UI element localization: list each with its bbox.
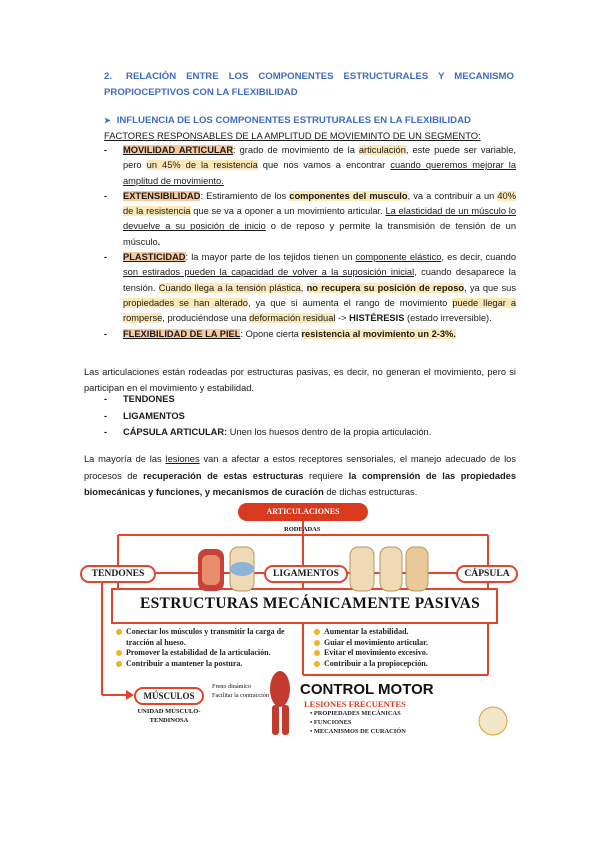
knee-illustration-2 bbox=[230, 547, 254, 591]
text: La mayoría de las bbox=[84, 454, 166, 464]
text-hl: 40% de la resistencia bbox=[123, 190, 516, 217]
section-heading-text: RELACIÓN ENTRE LOS COMPONENTES ESTRUCTURALES Y MECANISMO PROPIOCEPTIVOS CON LA FLEXIBILIDAD bbox=[104, 71, 514, 98]
text: , cuando desaparece la tensión. bbox=[123, 267, 517, 293]
articulaciones-pill: ARTICULACIONES bbox=[238, 503, 368, 521]
text: , es decir, cuando bbox=[441, 252, 517, 263]
text: que nos vamos a encontrar bbox=[257, 160, 391, 171]
text: Aumentar la estabilidad. bbox=[324, 627, 409, 636]
list-item bbox=[116, 659, 286, 670]
factor-extensibilidad: - EXTENSIBILIDAD: Estiramiento de los componentes del musculo, va a contribuir a un 40% de la resistencia que se va a oponer a un movimiento articular. La elasticidad de un músculo lo devuelve a su posición de inicio o de reposo y permite la transmisión de tensión de un músculo. bbox=[104, 190, 516, 247]
text: requiere bbox=[303, 470, 349, 481]
text: recuperación de estas estructuras bbox=[143, 470, 304, 481]
text-hl: deformación residual bbox=[249, 313, 336, 324]
diagram-title: ESTRUCTURAS MECÁNICAMENTE PASIVAS bbox=[140, 595, 481, 612]
passive-structures-list bbox=[104, 391, 514, 441]
text: , bbox=[300, 282, 307, 293]
text-u: La elasticidad de un músculo lo devuelve a su posición de inicio bbox=[123, 206, 516, 232]
right-bullet-list bbox=[314, 627, 484, 669]
text-hl: no recupera su posición de reposo bbox=[306, 282, 465, 293]
control-motor-title: CONTROL MOTOR bbox=[300, 681, 434, 698]
text: Contribuir a mantener la postura. bbox=[126, 658, 243, 668]
list-item bbox=[314, 627, 484, 638]
text: : la mayor parte de los tejidos tienen un bbox=[185, 252, 356, 263]
list-item bbox=[314, 638, 484, 649]
text-hl: componentes del musculo bbox=[289, 190, 408, 201]
text: : Estiramiento de los bbox=[200, 190, 290, 201]
paragraph-lesiones bbox=[84, 451, 516, 501]
diagram-lines bbox=[88, 499, 518, 742]
list-item: • MECANISMOS DE CURACIÓN bbox=[310, 727, 406, 735]
list-item bbox=[116, 648, 286, 659]
list-item: - TENDONES bbox=[104, 394, 175, 404]
text-hl: articulación bbox=[358, 145, 406, 155]
muscle-figure-illustration bbox=[270, 671, 290, 735]
list-item: - LIGAMENTOS bbox=[104, 410, 185, 421]
text: la comprensión de las propiedades biomecánicas y funciones, y mecanismos de curación bbox=[84, 470, 517, 497]
text: Unen los huesos dentro de la propia articulación. bbox=[227, 427, 432, 437]
text: , ya que sus bbox=[464, 282, 516, 293]
list-item: • PROPIEDADES MECÁNICAS bbox=[310, 710, 401, 717]
text: PROPIEDADES MECÁNICAS bbox=[313, 710, 401, 717]
lesiones-title: LESIONES FRECUENTES bbox=[304, 699, 406, 709]
text: , va a contribuir a un bbox=[407, 190, 498, 201]
text-u: cuando queremos mejorar la amplitud de movimiento. bbox=[123, 160, 517, 186]
text: de dichas estructuras. bbox=[323, 487, 418, 497]
list-item bbox=[314, 659, 484, 670]
freno-label: Freno dinámico bbox=[212, 683, 252, 690]
term-piel: FLEXIBILIDAD DE LA PIEL bbox=[123, 328, 241, 339]
text-hl: propiedades se han alterado bbox=[123, 297, 248, 308]
subheading-text: INFLUENCIA DE LOS COMPONENTES ESTRUTURALES EN LA FLEXIBILIDAD bbox=[116, 115, 471, 126]
factor-piel: - FLEXIBILIDAD DE LA PIEL: Opone cierta resistencia al movimiento un 2-3%. bbox=[104, 328, 456, 339]
text: -> bbox=[335, 313, 350, 324]
text: Guiar el movimiento articular. bbox=[324, 637, 428, 647]
text-u: son estirados pueden la capacidad de volver a la suposición inicial bbox=[123, 267, 415, 278]
text: , produciéndose una bbox=[162, 313, 250, 324]
term-movilidad: MOVILIDAD ARTICULAR bbox=[123, 145, 234, 155]
text: MECANISMOS DE CURACIÓN bbox=[313, 727, 406, 735]
list-item: - CÁPSULA ARTICULAR: Unen los huesos dentro de la propia articulación. bbox=[104, 427, 432, 437]
capsula-pill: CÁPSULA bbox=[456, 565, 518, 583]
text: , este puede ser variable, pero bbox=[123, 145, 516, 171]
factors-title: FACTORES RESPONSABLES DE LA AMPLITUD DE MOVIEMINTO DE UN SEGMENTO: bbox=[104, 130, 481, 141]
text: , ya que si aumenta el rango de movimiento bbox=[247, 297, 453, 308]
text-hl: Cuando llega a la tensión plástica bbox=[158, 282, 301, 293]
arrow-bullet-icon: ➤ bbox=[104, 116, 111, 125]
list-item: • FUNCIONES bbox=[310, 718, 352, 726]
text: . bbox=[157, 236, 161, 247]
text: que se va a oponer a un movimiento articular. bbox=[190, 206, 386, 217]
text: Conectar los músculos y transmitir la carga de tracción al hueso. bbox=[126, 627, 285, 647]
factors-list bbox=[104, 143, 516, 342]
text: Contribuir a la propiocepción. bbox=[324, 658, 428, 668]
text-u: lesiones bbox=[165, 454, 200, 464]
paragraph-articulaciones: Las articulaciones están rodeadas por estructuras pasivas, es decir, no generan el movimiento, pero si participan en el movimiento y estabilidad. bbox=[84, 367, 516, 393]
term-extensibilidad: EXTENSIBILIDAD bbox=[123, 190, 201, 201]
musculos-sub: UNIDAD MÚSCULO-TENDINOSA bbox=[137, 708, 201, 724]
section-number: 2. bbox=[104, 71, 113, 82]
list-item bbox=[116, 627, 286, 648]
musculos-pill: MÚSCULOS bbox=[134, 687, 204, 705]
left-bullet-list bbox=[116, 627, 286, 669]
section-heading bbox=[104, 69, 514, 101]
text-hl: resistencia al movimiento un 2-3%. bbox=[301, 328, 456, 339]
facilitar-label: Facilitar la contracción bbox=[212, 692, 270, 699]
text-hl: un 45% de la resistencia bbox=[146, 160, 258, 171]
text: . bbox=[489, 313, 492, 324]
text: HISTÉRESIS bbox=[349, 313, 405, 324]
lesiones-list bbox=[310, 710, 450, 736]
text: van a afectar a estos receptores sensoriales, el manejo adecuado de los procesos de bbox=[84, 454, 517, 481]
text: TENDONES bbox=[123, 394, 175, 404]
subheading bbox=[104, 115, 471, 126]
text: : grado de movimiento de la bbox=[233, 145, 359, 155]
text: o de reposo y permite la transmisión de tensión de un músculo bbox=[123, 221, 516, 247]
text: FUNCIONES bbox=[313, 718, 352, 726]
knee-illustration-1 bbox=[198, 549, 224, 591]
text: CÁPSULA ARTICULAR: bbox=[123, 427, 228, 437]
factor-plasticidad: - PLASTICIDAD: la mayor parte de los tejidos tienen un componente elástico, es decir, cuando son estirados pueden la capacidad de volver a la suposición inicial, cuando desaparece la tensión. Cuando llega a la tensión plástica, no recupera su posición de reposo, ya que sus propiedades se han alterado, ya que si aumenta el rango de movimiento puede llegar a romperse, produciéndose una deformación residual -> HISTÉRESIS (estado irreversible). bbox=[104, 252, 517, 324]
ligamentos-pill: LIGAMENTOS bbox=[264, 565, 348, 583]
passive-structures-diagram bbox=[88, 499, 518, 742]
knee-illustration-3 bbox=[350, 547, 428, 591]
text: : Opone cierta bbox=[240, 328, 302, 339]
text: LIGAMENTOS bbox=[123, 410, 185, 421]
text-hl: puede llegar a romperse bbox=[123, 297, 516, 324]
text-u: componente elástico bbox=[355, 252, 442, 263]
text: (estado irreversible) bbox=[404, 313, 490, 324]
text: Evitar el movimiento excesivo. bbox=[324, 648, 428, 657]
rodeadas-label: RODEADAS bbox=[284, 526, 321, 533]
list-item bbox=[314, 648, 484, 659]
factor-movilidad: - MOVILIDAD ARTICULAR: grado de movimiento de la articulación, este puede ser variable, pero un 45% de la resistencia que nos vamos a encontrar cuando queremos mejorar la amplitud de movimiento. bbox=[104, 145, 517, 186]
term-plasticidad: PLASTICIDAD bbox=[123, 252, 186, 263]
tendones-pill: TENDONES bbox=[80, 565, 156, 583]
text: Promover la estabilidad de la articulación. bbox=[126, 648, 271, 657]
logo-seal bbox=[479, 707, 507, 735]
